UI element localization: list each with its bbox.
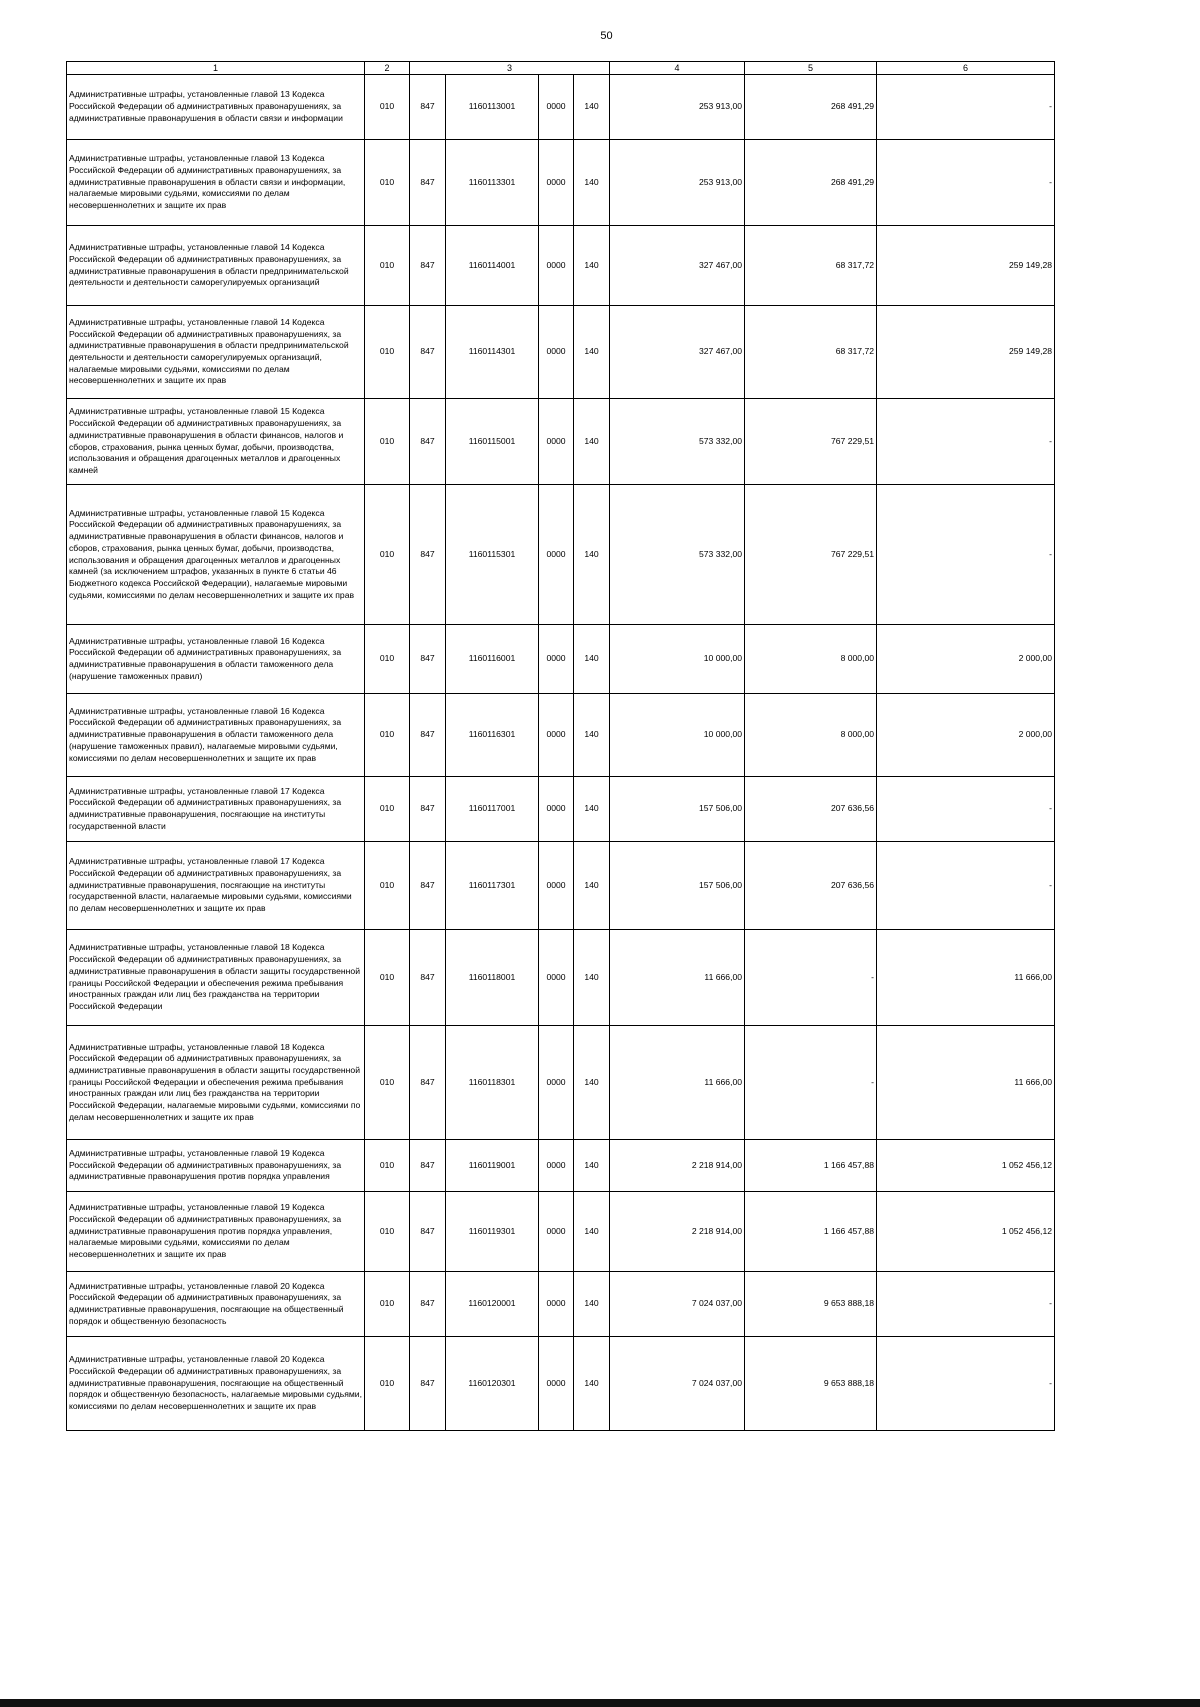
table-cell-admin-code: 847 bbox=[410, 75, 446, 140]
table-cell-unexecuted: 1 052 456,12 bbox=[877, 1192, 1055, 1272]
table-row bbox=[67, 140, 1055, 226]
table-cell-kbk-code: 1160115001 bbox=[446, 399, 539, 485]
table-cell-line-code: 010 bbox=[365, 842, 410, 930]
table-row bbox=[67, 226, 1055, 306]
table-cell-approved: 10 000,00 bbox=[610, 625, 745, 694]
table-cell-admin-code: 847 bbox=[410, 399, 446, 485]
table-cell-executed: 8 000,00 bbox=[745, 625, 877, 694]
table-row bbox=[67, 75, 1055, 140]
table-cell-program-code: 0000 bbox=[539, 777, 574, 842]
table-cell-executed: - bbox=[745, 930, 877, 1026]
table-cell-description: Административные штрафы, установленные главой 14 Кодекса Российской Федерации об административных правонарушениях, за административные правонарушения в области предпринимательской деятельности и деятельности саморегулируемых организаций bbox=[67, 226, 365, 306]
table-cell-kbk-code: 1160120301 bbox=[446, 1337, 539, 1431]
table-cell-kbk-code: 1160118301 bbox=[446, 1026, 539, 1140]
table-cell-description: Административные штрафы, установленные главой 13 Кодекса Российской Федерации об административных правонарушениях, за административные правонарушения в области связи и информации, налагаемые мировыми судьями, комиссиями по делам несовершеннолетних и защите их прав bbox=[67, 140, 365, 226]
table-cell-admin-code: 847 bbox=[410, 1272, 446, 1337]
table-cell-kosgu-code: 140 bbox=[574, 694, 610, 777]
table-cell-unexecuted: - bbox=[877, 485, 1055, 625]
table-cell-unexecuted: - bbox=[877, 777, 1055, 842]
table-cell-program-code: 0000 bbox=[539, 306, 574, 399]
table-cell-program-code: 0000 bbox=[539, 930, 574, 1026]
table-cell-executed: 268 491,29 bbox=[745, 140, 877, 226]
table-cell-unexecuted: 259 149,28 bbox=[877, 306, 1055, 399]
table-cell-executed: 767 229,51 bbox=[745, 485, 877, 625]
table-cell-kbk-code: 1160117301 bbox=[446, 842, 539, 930]
table-cell-program-code: 0000 bbox=[539, 842, 574, 930]
table-cell-executed: 268 491,29 bbox=[745, 75, 877, 140]
table-cell-description: Административные штрафы, установленные главой 18 Кодекса Российской Федерации об административных правонарушениях, за административные правонарушения в области защиты государственной границы Российской Федерации и обеспечения режима пребывания иностранных граждан или лиц без гражданства на территории Российской Федерации bbox=[67, 930, 365, 1026]
table-cell-description: Административные штрафы, установленные главой 13 Кодекса Российской Федерации об административных правонарушениях, за административные правонарушения в области связи и информации bbox=[67, 75, 365, 140]
table-cell-admin-code: 847 bbox=[410, 306, 446, 399]
table-cell-kbk-code: 1160119301 bbox=[446, 1192, 539, 1272]
table-cell-admin-code: 847 bbox=[410, 777, 446, 842]
table-cell-program-code: 0000 bbox=[539, 399, 574, 485]
table-cell-unexecuted: - bbox=[877, 140, 1055, 226]
table-cell-kosgu-code: 140 bbox=[574, 777, 610, 842]
table-cell-approved: 11 666,00 bbox=[610, 1026, 745, 1140]
table-row bbox=[67, 1272, 1055, 1337]
column-header-1: 1 bbox=[67, 62, 365, 75]
table-cell-kosgu-code: 140 bbox=[574, 140, 610, 226]
table-cell-program-code: 0000 bbox=[539, 694, 574, 777]
table-cell-line-code: 010 bbox=[365, 1140, 410, 1192]
table-cell-approved: 7 024 037,00 bbox=[610, 1337, 745, 1431]
table-cell-executed: 1 166 457,88 bbox=[745, 1192, 877, 1272]
table-cell-executed: 8 000,00 bbox=[745, 694, 877, 777]
table-cell-admin-code: 847 bbox=[410, 930, 446, 1026]
table-cell-description: Административные штрафы, установленные главой 14 Кодекса Российской Федерации об административных правонарушениях, за административные правонарушения в области предпринимательской деятельности и деятельности саморегулируемых организаций, налагаемые мировыми судьями, комиссиями по делам несовершеннолетних и защите их прав bbox=[67, 306, 365, 399]
table-cell-admin-code: 847 bbox=[410, 625, 446, 694]
table-cell-kosgu-code: 140 bbox=[574, 1026, 610, 1140]
table-cell-kbk-code: 1160116001 bbox=[446, 625, 539, 694]
table-cell-kbk-code: 1160113001 bbox=[446, 75, 539, 140]
table-cell-kosgu-code: 140 bbox=[574, 930, 610, 1026]
table-cell-description: Административные штрафы, установленные главой 16 Кодекса Российской Федерации об административных правонарушениях, за административные правонарушения в области таможенного дела (нарушение таможенных правил), налагаемые мировыми судьями, комиссиями по делам несовершеннолетних и защите их прав bbox=[67, 694, 365, 777]
table-cell-description: Административные штрафы, установленные главой 20 Кодекса Российской Федерации об административных правонарушениях, за административные правонарушения, посягающие на общественный порядок и общественную безопасность, налагаемые мировыми судьями, комиссиями по делам несовершеннолетних и защите их прав bbox=[67, 1337, 365, 1431]
table-row bbox=[67, 1192, 1055, 1272]
table-cell-executed: 1 166 457,88 bbox=[745, 1140, 877, 1192]
table-cell-line-code: 010 bbox=[365, 399, 410, 485]
table-cell-line-code: 010 bbox=[365, 485, 410, 625]
table-cell-executed: 207 636,56 bbox=[745, 842, 877, 930]
column-header-2: 2 bbox=[365, 62, 410, 75]
column-header-6: 6 bbox=[877, 62, 1055, 75]
table-cell-kosgu-code: 140 bbox=[574, 306, 610, 399]
table-cell-line-code: 010 bbox=[365, 226, 410, 306]
table-cell-kbk-code: 1160120001 bbox=[446, 1272, 539, 1337]
table-row bbox=[67, 842, 1055, 930]
table-cell-admin-code: 847 bbox=[410, 485, 446, 625]
table-cell-unexecuted: 2 000,00 bbox=[877, 625, 1055, 694]
table-cell-kosgu-code: 140 bbox=[574, 1337, 610, 1431]
table-cell-executed: 207 636,56 bbox=[745, 777, 877, 842]
table-cell-unexecuted: 259 149,28 bbox=[877, 226, 1055, 306]
table-cell-program-code: 0000 bbox=[539, 140, 574, 226]
page-number: 50 bbox=[600, 30, 613, 42]
table-cell-program-code: 0000 bbox=[539, 1192, 574, 1272]
table-cell-admin-code: 847 bbox=[410, 140, 446, 226]
table-cell-unexecuted: - bbox=[877, 1337, 1055, 1431]
table-cell-approved: 253 913,00 bbox=[610, 140, 745, 226]
table-cell-line-code: 010 bbox=[365, 75, 410, 140]
table-row bbox=[67, 1026, 1055, 1140]
table-cell-kbk-code: 1160116301 bbox=[446, 694, 539, 777]
table-row bbox=[67, 930, 1055, 1026]
table-cell-description: Административные штрафы, установленные главой 19 Кодекса Российской Федерации об административных правонарушениях, за административные правонарушения против порядка управления, налагаемые мировыми судьями, комиссиями по делам несовершеннолетних и защите их прав bbox=[67, 1192, 365, 1272]
table-cell-kosgu-code: 140 bbox=[574, 842, 610, 930]
table-row bbox=[67, 306, 1055, 399]
table-cell-program-code: 0000 bbox=[539, 1272, 574, 1337]
table-cell-executed: 68 317,72 bbox=[745, 306, 877, 399]
table-cell-admin-code: 847 bbox=[410, 1337, 446, 1431]
table-body bbox=[67, 62, 1055, 1431]
table-cell-kosgu-code: 140 bbox=[574, 226, 610, 306]
table-cell-admin-code: 847 bbox=[410, 842, 446, 930]
table-cell-kosgu-code: 140 bbox=[574, 485, 610, 625]
table-cell-admin-code: 847 bbox=[410, 1192, 446, 1272]
table-cell-kbk-code: 1160113301 bbox=[446, 140, 539, 226]
table-cell-kbk-code: 1160117001 bbox=[446, 777, 539, 842]
table-cell-admin-code: 847 bbox=[410, 694, 446, 777]
table-cell-program-code: 0000 bbox=[539, 1140, 574, 1192]
table-cell-line-code: 010 bbox=[365, 777, 410, 842]
table-cell-kosgu-code: 140 bbox=[574, 399, 610, 485]
table-cell-approved: 573 332,00 bbox=[610, 399, 745, 485]
table-cell-line-code: 010 bbox=[365, 625, 410, 694]
table-cell-approved: 327 467,00 bbox=[610, 226, 745, 306]
table-cell-executed: 68 317,72 bbox=[745, 226, 877, 306]
table-cell-executed: 9 653 888,18 bbox=[745, 1272, 877, 1337]
table-cell-unexecuted: 2 000,00 bbox=[877, 694, 1055, 777]
table-cell-program-code: 0000 bbox=[539, 625, 574, 694]
table-cell-line-code: 010 bbox=[365, 1337, 410, 1431]
table-cell-kosgu-code: 140 bbox=[574, 75, 610, 140]
table-row bbox=[67, 485, 1055, 625]
table-cell-approved: 253 913,00 bbox=[610, 75, 745, 140]
table-row bbox=[67, 694, 1055, 777]
table-cell-approved: 157 506,00 bbox=[610, 842, 745, 930]
column-header-5: 5 bbox=[745, 62, 877, 75]
table-cell-approved: 573 332,00 bbox=[610, 485, 745, 625]
table-cell-approved: 327 467,00 bbox=[610, 306, 745, 399]
table-cell-unexecuted: - bbox=[877, 1272, 1055, 1337]
table-header-row bbox=[67, 62, 1055, 75]
table-cell-approved: 2 218 914,00 bbox=[610, 1140, 745, 1192]
table-cell-unexecuted: 11 666,00 bbox=[877, 930, 1055, 1026]
table-cell-description: Административные штрафы, установленные главой 20 Кодекса Российской Федерации об административных правонарушениях, за административные правонарушения, посягающие на общественный порядок и общественную безопасность bbox=[67, 1272, 365, 1337]
table-cell-line-code: 010 bbox=[365, 1272, 410, 1337]
budget-table bbox=[66, 61, 1055, 1431]
table-cell-kbk-code: 1160114001 bbox=[446, 226, 539, 306]
column-header-3: 3 bbox=[410, 62, 610, 75]
table-row bbox=[67, 777, 1055, 842]
table-row bbox=[67, 1140, 1055, 1192]
table-cell-program-code: 0000 bbox=[539, 75, 574, 140]
table-cell-approved: 157 506,00 bbox=[610, 777, 745, 842]
table-cell-program-code: 0000 bbox=[539, 1337, 574, 1431]
table-cell-approved: 2 218 914,00 bbox=[610, 1192, 745, 1272]
table-cell-program-code: 0000 bbox=[539, 1026, 574, 1140]
table-cell-approved: 11 666,00 bbox=[610, 930, 745, 1026]
table-cell-executed: - bbox=[745, 1026, 877, 1140]
table-cell-description: Административные штрафы, установленные главой 17 Кодекса Российской Федерации об административных правонарушениях, за административные правонарушения, посягающие на институты государственной власти bbox=[67, 777, 365, 842]
table-cell-line-code: 010 bbox=[365, 930, 410, 1026]
table-cell-kosgu-code: 140 bbox=[574, 625, 610, 694]
table-cell-kosgu-code: 140 bbox=[574, 1272, 610, 1337]
table-row bbox=[67, 625, 1055, 694]
table-cell-description: Административные штрафы, установленные главой 15 Кодекса Российской Федерации об административных правонарушениях, за административные правонарушения в области финансов, налогов и сборов, страхования, рынка ценных бумаг, добычи, производства, использования и обращения драгоценных металлов и драгоценных камней (за исключением штрафов, указанных в пункте 6 статьи 46 Бюджетного кодекса Российской Федерации), налагаемые мировыми судьями, комиссиями по делам несовершеннолетних и защите их прав bbox=[67, 485, 365, 625]
table-cell-unexecuted: - bbox=[877, 842, 1055, 930]
table-cell-admin-code: 847 bbox=[410, 1140, 446, 1192]
table-cell-unexecuted: - bbox=[877, 75, 1055, 140]
column-header-4: 4 bbox=[610, 62, 745, 75]
table-cell-description: Административные штрафы, установленные главой 19 Кодекса Российской Федерации об административных правонарушениях, за административные правонарушения против порядка управления bbox=[67, 1140, 365, 1192]
table-row bbox=[67, 399, 1055, 485]
scan-edge-bar bbox=[0, 1699, 1200, 1707]
table-cell-line-code: 010 bbox=[365, 140, 410, 226]
table-cell-unexecuted: 11 666,00 bbox=[877, 1026, 1055, 1140]
table-cell-line-code: 010 bbox=[365, 694, 410, 777]
table-cell-kosgu-code: 140 bbox=[574, 1192, 610, 1272]
table-cell-admin-code: 847 bbox=[410, 1026, 446, 1140]
table-row bbox=[67, 1337, 1055, 1431]
table-cell-kosgu-code: 140 bbox=[574, 1140, 610, 1192]
table-cell-unexecuted: - bbox=[877, 399, 1055, 485]
table-cell-description: Административные штрафы, установленные главой 16 Кодекса Российской Федерации об административных правонарушениях, за административные правонарушения в области таможенного дела (нарушение таможенных правил) bbox=[67, 625, 365, 694]
table-cell-executed: 9 653 888,18 bbox=[745, 1337, 877, 1431]
table-cell-kbk-code: 1160118001 bbox=[446, 930, 539, 1026]
table-cell-line-code: 010 bbox=[365, 1192, 410, 1272]
table-cell-kbk-code: 1160115301 bbox=[446, 485, 539, 625]
table-cell-kbk-code: 1160119001 bbox=[446, 1140, 539, 1192]
table-cell-line-code: 010 bbox=[365, 306, 410, 399]
table-cell-description: Административные штрафы, установленные главой 17 Кодекса Российской Федерации об административных правонарушениях, за административные правонарушения, посягающие на институты государственной власти, налагаемые мировыми судьями, комиссиями по делам несовершеннолетних и защите их прав bbox=[67, 842, 365, 930]
table-cell-executed: 767 229,51 bbox=[745, 399, 877, 485]
table-cell-admin-code: 847 bbox=[410, 226, 446, 306]
table-cell-program-code: 0000 bbox=[539, 485, 574, 625]
table-cell-unexecuted: 1 052 456,12 bbox=[877, 1140, 1055, 1192]
table-cell-approved: 10 000,00 bbox=[610, 694, 745, 777]
table-cell-approved: 7 024 037,00 bbox=[610, 1272, 745, 1337]
table-cell-kbk-code: 1160114301 bbox=[446, 306, 539, 399]
table-cell-description: Административные штрафы, установленные главой 18 Кодекса Российской Федерации об административных правонарушениях, за административные правонарушения в области защиты государственной границы Российской Федерации и обеспечения режима пребывания иностранных граждан или лиц без гражданства на территории Российской Федерации, налагаемые мировыми судьями, комиссиями по делам несовершеннолетних и защите их прав bbox=[67, 1026, 365, 1140]
table-cell-program-code: 0000 bbox=[539, 226, 574, 306]
table-cell-line-code: 010 bbox=[365, 1026, 410, 1140]
table-cell-description: Административные штрафы, установленные главой 15 Кодекса Российской Федерации об административных правонарушениях, за административные правонарушения в области финансов, налогов и сборов, страхования, рынка ценных бумаг, добычи, производства, использования и обращения драгоценных металлов и драгоценных камней bbox=[67, 399, 365, 485]
